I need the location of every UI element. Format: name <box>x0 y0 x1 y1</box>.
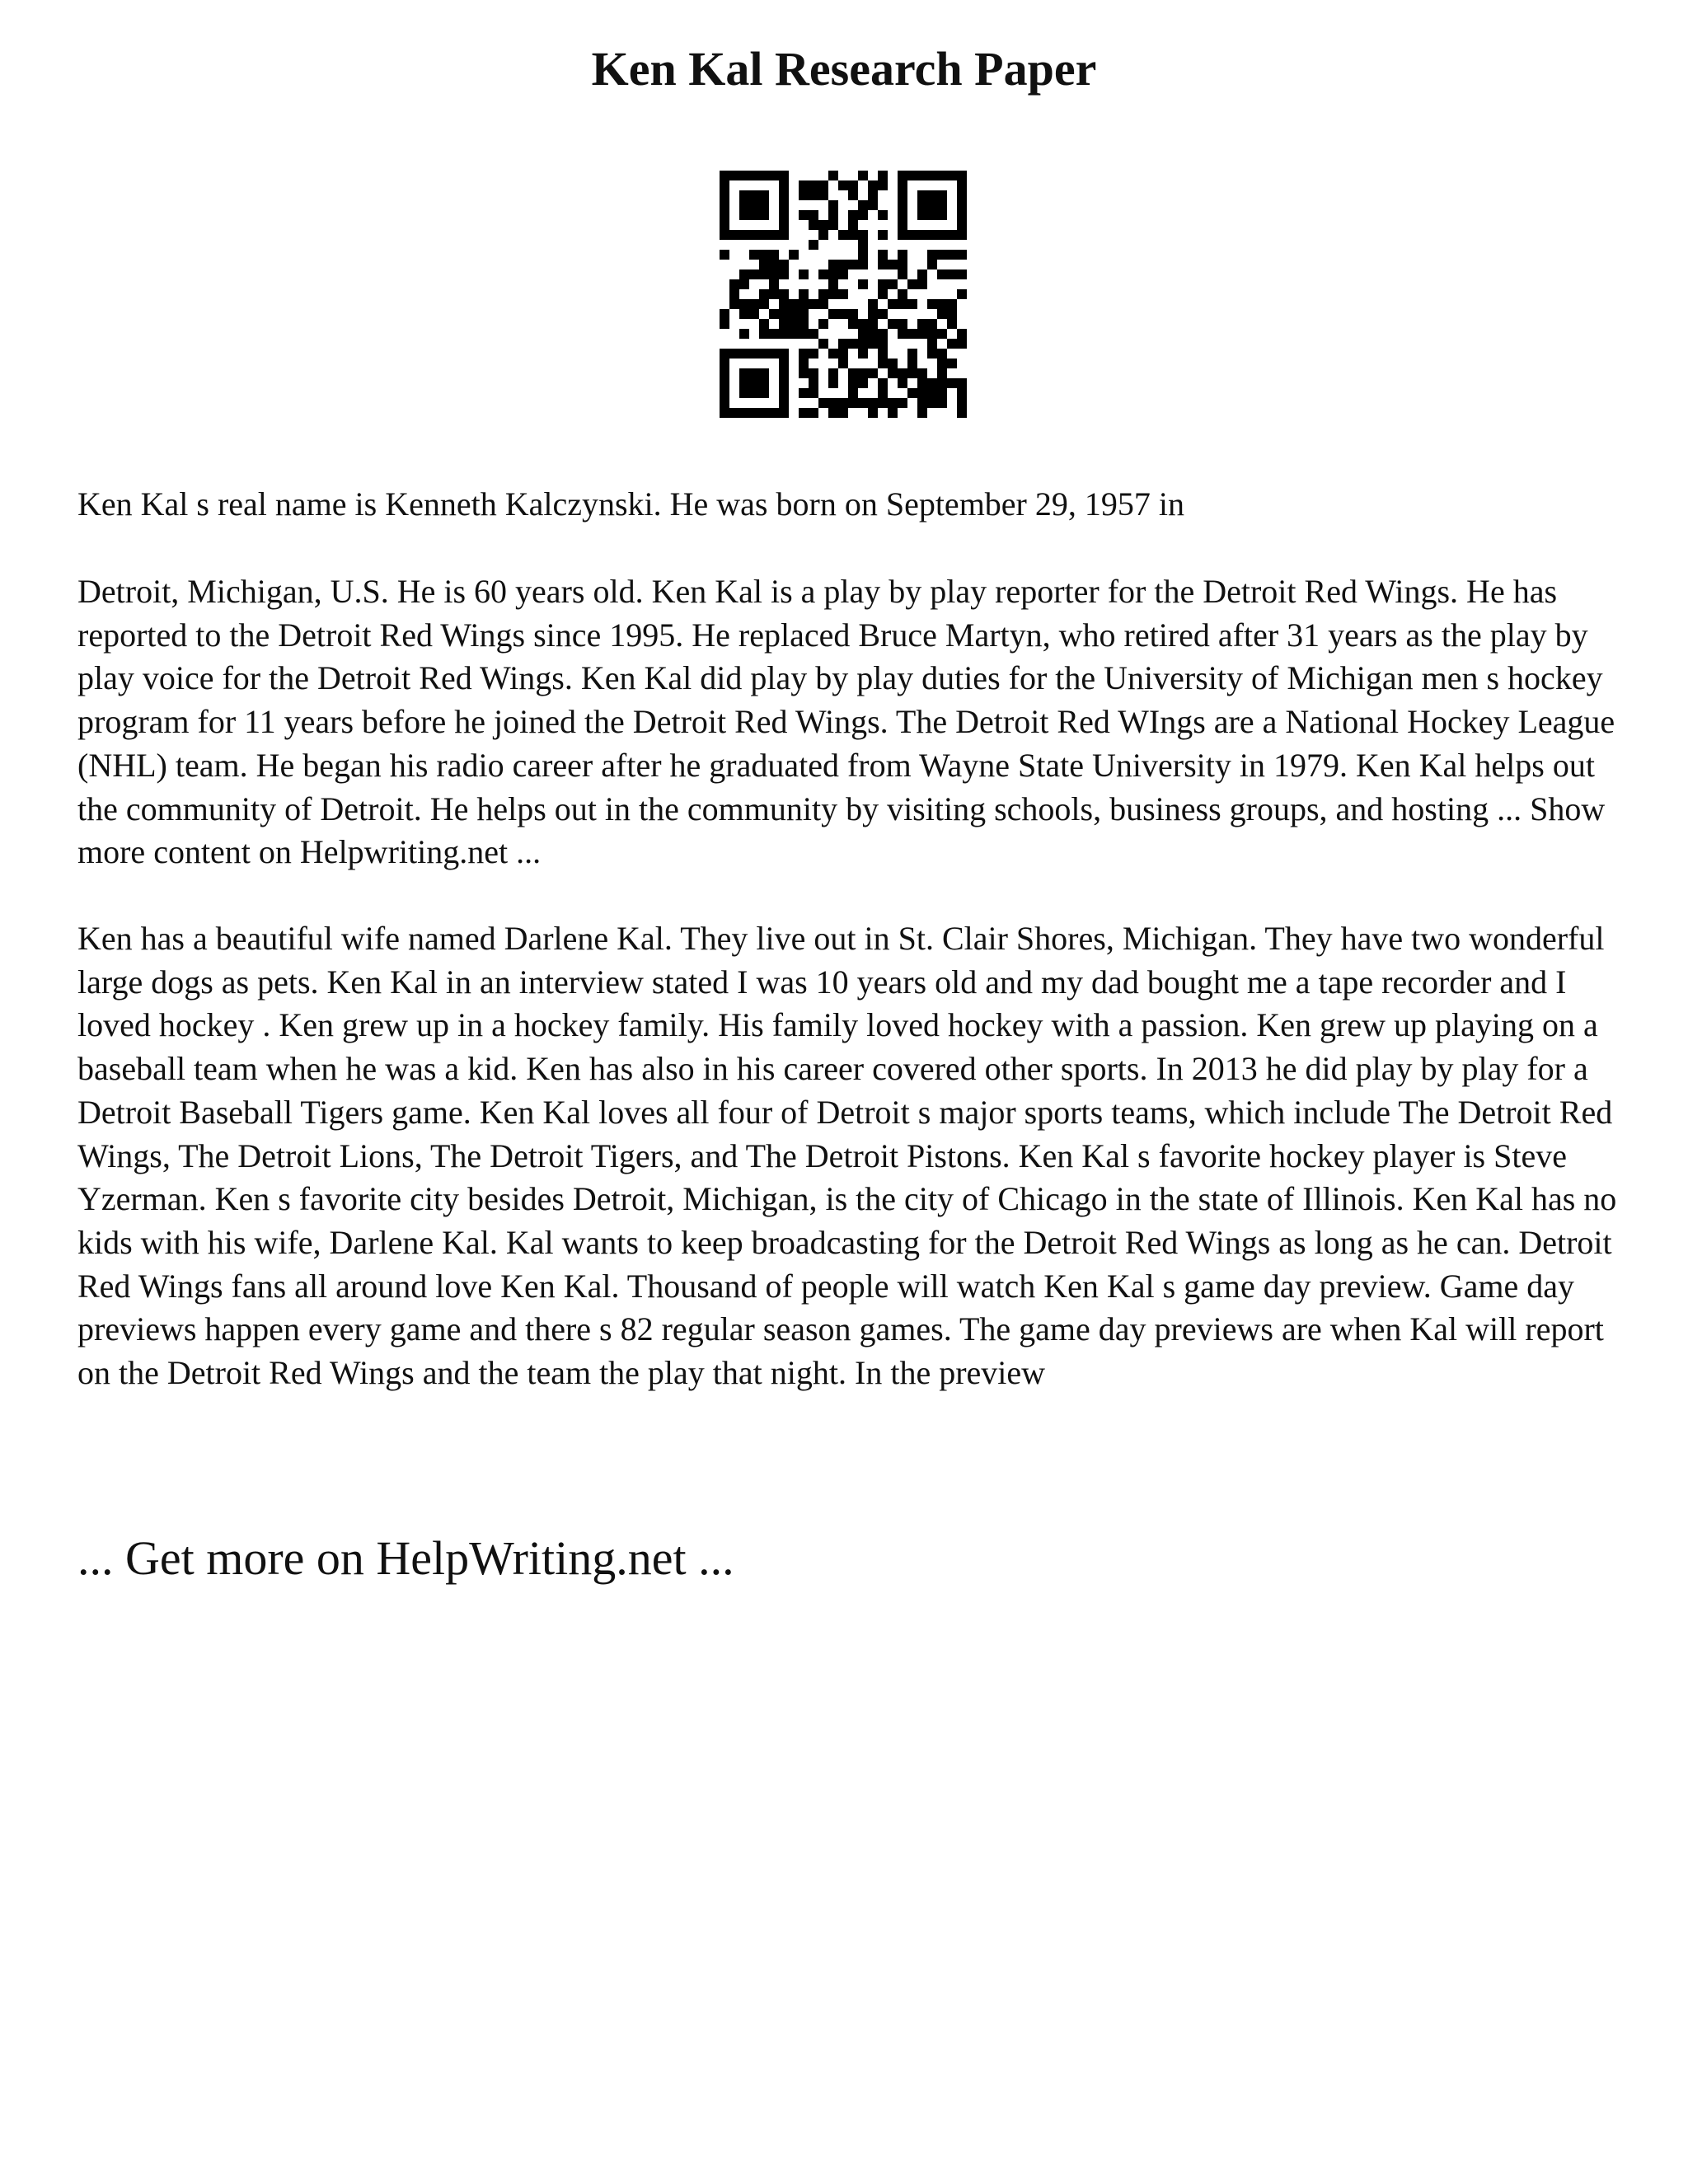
body-paragraph-1: Detroit, Michigan, U.S. He is 60 years old. Ken Kal is a play by play reporter for the Detroit Red Wings. He has reported to the Detroit Red Wings since 1995. He replaced Bruce Martyn, who retired after 31 years as the play by play voice for the Detroit Red Wings. Ken Kal did play by play duties for the University of Michigan men s hockey program for 11 years before he joined the Detroit Red Wings. The Detroit Red WIngs are a National Hockey League (NHL) team. He began his radio career after he graduated from Wayne State University in 1979. Ken Kal helps out the community of Detroit. He helps out in the community by visiting schools, business groups, and hosting ... Show more content on Helpwriting.net ... <box>77 573 1615 871</box>
page-title: Ken Kal Research Paper <box>591 42 1097 96</box>
body-paragraph-2: Ken has a beautiful wife named Darlene Kal. They live out in St. Clair Shores, Michigan. They have two wonderful large dogs as pets. Ken Kal in an interview stated I was 10 years old and my dad bought me a tape recorder and I loved hockey . Ken grew up in a hockey family. His family loved hockey with a passion. Ken grew up playing on a baseball team when he was a kid. Ken has also in his career covered other sports. In 2013 he did play by play for a Detroit Baseball Tigers game. Ken Kal loves all four of Detroit s major sports teams, which include The Detroit Red Wings, The Detroit Lions, The Detroit Tigers, and The Detroit Pistons. Ken Kal s favorite hockey player is Steve Yzerman. Ken s favorite city besides Detroit, Michigan, is the city of Chicago in the state of Illinois. Ken Kal has no kids with his wife, Darlene Kal. Kal wants to keep broadcasting for the Detroit Red Wings as long as he can. Detroit Red Wings fans all around love Ken Kal. Thousand of people will watch Ken Kal s game day preview. Game day previews happen every game and there s 82 regular season games. The game day previews are when Kal will report on the Detroit Red Wings and the team the play that night. In the preview <box>77 920 1617 1392</box>
qr-code-icon <box>720 171 967 418</box>
intro-line: Ken Kal s real name is Kenneth Kalczynski. He was born on September 29, 1957 in <box>77 485 1184 523</box>
get-more-link[interactable]: ... Get more on HelpWriting.net ... <box>77 1531 734 1585</box>
